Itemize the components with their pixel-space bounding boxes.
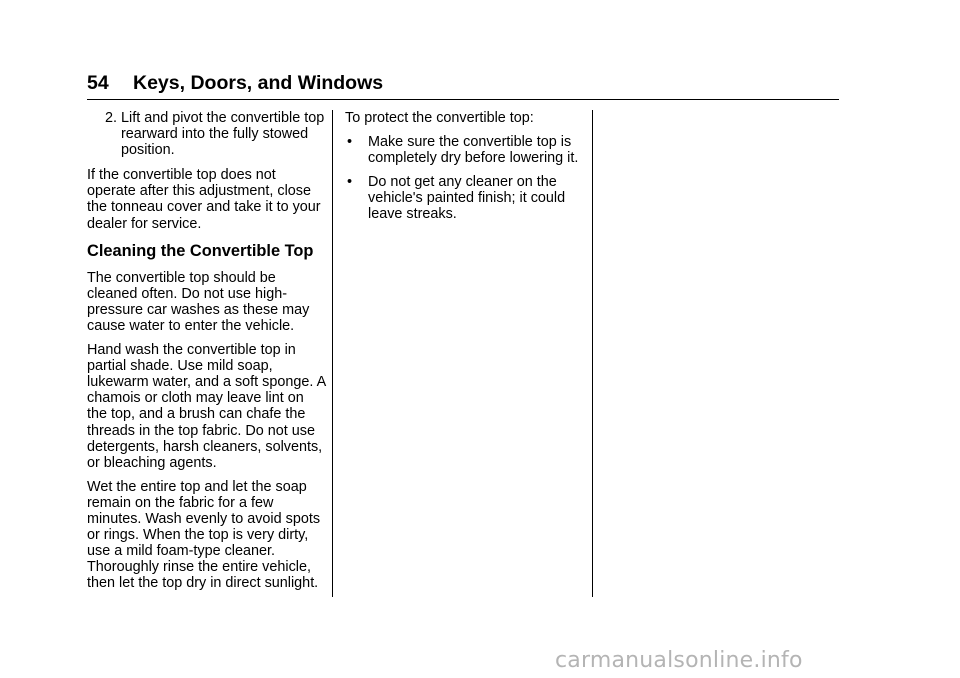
paragraph: If the convertible top does not operate after this adjustment, close the tonneau cover and take it to your dealer for service. xyxy=(87,167,321,232)
watermark: carmanualsonline.info xyxy=(555,648,803,673)
page-header xyxy=(87,68,839,100)
column-divider xyxy=(332,110,333,597)
section-heading: Cleaning the Convertible Top xyxy=(87,241,314,260)
bullet-marker: • xyxy=(347,174,353,191)
bullet-marker: • xyxy=(347,134,353,151)
paragraph: To protect the convertible top: xyxy=(345,110,534,126)
column-left xyxy=(87,110,327,599)
column-middle xyxy=(345,110,585,231)
bullet-text: Do not get any cleaner on the vehicle's painted finish; it could leave streaks. xyxy=(368,174,566,223)
step-number: 2. xyxy=(104,110,117,126)
paragraph: The convertible top should be cleaned often. Do not use high-pressure car washes as these may cause water to enter the vehicle. xyxy=(87,269,310,334)
paragraph: Wet the entire top and let the soap remain on the fabric for a few minutes. Wash evenly to avoid spots or rings. When the top is very dirty, use a mild foam-type cleaner. Thoroughly rinse the entire vehicle, then let the top dry in direct sunlight. xyxy=(87,478,321,592)
bullet-item xyxy=(345,134,585,166)
step-text: Lift and pivot the convertible top rearward into the fully stowed position. xyxy=(121,110,325,159)
bullet-item xyxy=(345,174,585,222)
bullet-text: Make sure the convertible top is completely dry before lowering it. xyxy=(368,134,579,167)
column-divider xyxy=(592,110,593,597)
section-title: Keys, Doors, and Windows xyxy=(133,72,384,94)
paragraph: Hand wash the convertible top in partial shade. Use mild soap, lukewarm water, and a soft sponge. A chamois or cloth may leave lint on the top, and a brush can chafe the threads in the top fabric. Do not use detergents, harsh cleaners, solvents, or bleaching agents. xyxy=(87,342,326,471)
page-number: 54 xyxy=(87,72,109,94)
header-rule xyxy=(87,99,839,100)
numbered-step xyxy=(87,110,327,158)
